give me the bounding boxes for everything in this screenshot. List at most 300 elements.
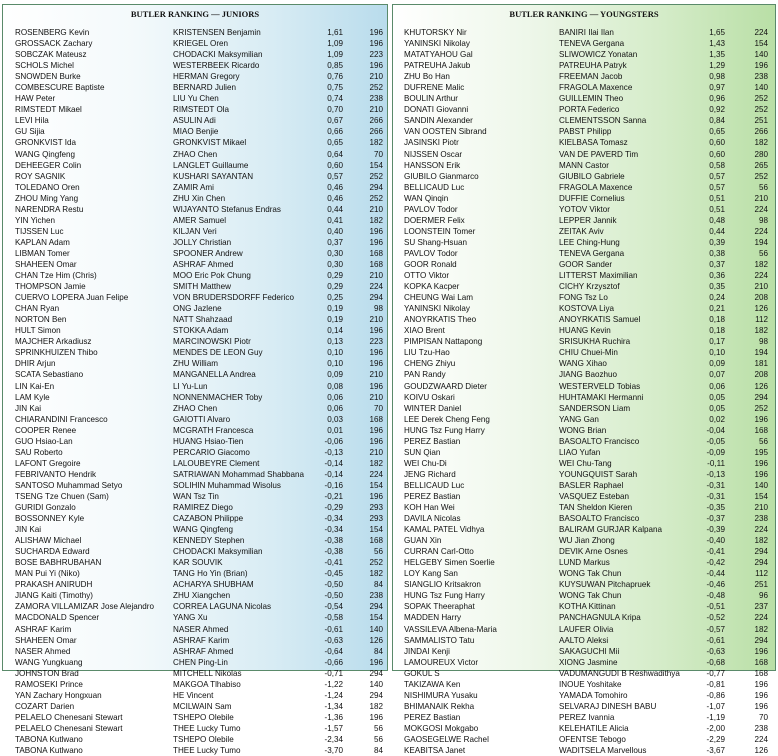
butler-score: 0,51 <box>709 204 725 214</box>
player-1-name: JIN Kai <box>15 403 42 413</box>
butler-score: -0,21 <box>324 491 343 501</box>
boards-played: 224 <box>754 735 768 744</box>
player-2-name: BASLER Raphael <box>559 480 624 490</box>
table-row <box>3 524 387 535</box>
butler-score: 0,75 <box>327 83 343 93</box>
player-1-name: WEI Chu-Di <box>404 458 447 468</box>
boards-played: 210 <box>754 282 768 292</box>
player-1-name: DONATI Giovanni <box>404 105 469 115</box>
table-row <box>393 557 775 568</box>
table-row <box>393 403 775 414</box>
butler-score: -0,31 <box>706 480 725 490</box>
player-1-name: PELAELO Chenesani Stewart <box>15 712 123 722</box>
boards-played: 196 <box>754 458 768 468</box>
boards-played: 182 <box>754 326 768 336</box>
player-2-name: VAN DE PAVERD Tim <box>559 149 639 159</box>
table-row <box>3 535 387 546</box>
player-2-name: SELVARAJ DINESH BABU <box>559 701 657 711</box>
player-1-name: DHIR Arjun <box>15 359 56 369</box>
player-1-name: KOH Han Wei <box>404 503 455 513</box>
butler-score: 0,25 <box>327 293 343 303</box>
butler-score: -0,44 <box>706 569 725 579</box>
player-2-name: YOUNGQUIST Sarah <box>559 469 638 479</box>
table-row <box>3 204 387 215</box>
player-1-name: SCHOLS Michel <box>15 61 74 71</box>
butler-score: 0,98 <box>709 72 725 82</box>
player-1-name: PELAELO Chenesani Stewart <box>15 723 123 733</box>
player-1-name: BHIMANAIK Rekha <box>404 701 475 711</box>
boards-played: 224 <box>369 282 383 292</box>
player-2-name: VON BRUDERSDORFF Federico <box>173 293 294 303</box>
player-1-name: GU Sijia <box>15 127 45 137</box>
boards-played: 196 <box>369 237 383 247</box>
boards-played: 140 <box>369 624 383 634</box>
player-2-name: TANG Ho Yin (Brian) <box>173 569 248 579</box>
player-1-name: SOPAK Theeraphat <box>404 602 475 612</box>
player-1-name: WINTER Daniel <box>404 403 462 413</box>
boards-played: 266 <box>369 127 383 137</box>
butler-score: 0,76 <box>327 72 343 82</box>
player-1-name: TIJSSEN Luc <box>15 226 64 236</box>
player-1-name: BOSSONNEY Kyle <box>15 514 85 524</box>
player-1-name: MACDONALD Spencer <box>15 613 100 623</box>
table-row <box>3 137 387 148</box>
player-2-name: MENDES DE LEON Guy <box>173 348 263 358</box>
boards-played: 196 <box>369 326 383 336</box>
boards-played: 294 <box>754 392 768 402</box>
player-2-name: WESTERVELD Tobias <box>559 381 641 391</box>
player-2-name: STOKKA Adam <box>173 326 229 336</box>
boards-played: 210 <box>369 72 383 82</box>
player-2-name: NASER Ahmed <box>173 624 229 634</box>
player-2-name: GOOR Sander <box>559 259 613 269</box>
player-1-name: COMBESCURE Baptiste <box>15 83 105 93</box>
boards-played: 84 <box>373 646 383 656</box>
player-2-name: THEE Lucky Tumo <box>173 746 241 756</box>
table-row <box>3 734 387 745</box>
player-1-name: LIU Tzu-Hao <box>404 348 450 358</box>
player-1-name: SHAHEEN Omar <box>15 635 77 645</box>
table-row <box>3 612 387 623</box>
player-2-name: ZHU William <box>173 359 218 369</box>
table-row <box>393 204 775 215</box>
boards-played: 56 <box>373 723 383 733</box>
player-2-name: ASHRAF Ahmed <box>173 646 234 656</box>
boards-played: 210 <box>369 315 383 325</box>
butler-score: 0,17 <box>709 337 725 347</box>
player-1-name: HULT Simon <box>15 326 61 336</box>
butler-score: 0,41 <box>327 215 343 225</box>
boards-played: 126 <box>754 746 768 756</box>
butler-score: 0,74 <box>327 94 343 104</box>
boards-played: 238 <box>754 72 768 82</box>
player-1-name: WANG Yungkuang <box>15 657 83 667</box>
butler-score: 0,10 <box>327 359 343 369</box>
table-row <box>3 601 387 612</box>
butler-score: -1,24 <box>324 690 343 700</box>
butler-score: -0,31 <box>706 491 725 501</box>
butler-score: 1,65 <box>709 28 725 37</box>
table-row <box>3 358 387 369</box>
player-2-name: ZHAO Chen <box>173 403 218 413</box>
player-2-name: AALTO Aleksi <box>559 635 609 645</box>
player-2-name: ZHAO Chen <box>173 149 218 159</box>
boards-played: 293 <box>369 503 383 513</box>
player-1-name: FEBRIVANTO Hendrik <box>15 469 97 479</box>
player-1-name: TABONA Kutlwano <box>15 746 83 756</box>
player-1-name: SUN Qian <box>404 447 441 457</box>
player-1-name: WAN Qinqin <box>404 193 449 203</box>
butler-score: -2,00 <box>706 723 725 733</box>
butler-score: -0,54 <box>324 602 343 612</box>
player-1-name: CHAN Tze Him (Chris) <box>15 271 97 281</box>
butler-score: -2,34 <box>324 735 343 744</box>
butler-score: 0,39 <box>709 237 725 247</box>
table-row <box>393 447 775 458</box>
boards-played: 98 <box>758 215 768 225</box>
table-row <box>3 745 387 756</box>
table-row <box>393 612 775 623</box>
butler-score: 1,09 <box>327 50 343 60</box>
boards-played: 154 <box>369 160 383 170</box>
butler-score: 1,43 <box>709 39 725 49</box>
table-row <box>393 524 775 535</box>
table-row <box>3 392 387 403</box>
boards-played: 182 <box>369 458 383 468</box>
player-1-name: LEVI Hila <box>15 116 49 126</box>
boards-played: 56 <box>373 735 383 744</box>
player-2-name: MAKGOA Tlhabiso <box>173 679 241 689</box>
table-row <box>393 38 775 49</box>
table-row <box>3 171 387 182</box>
player-2-name: MOO Eric Pok Chung <box>173 271 251 281</box>
player-2-name: DUFFIE Cornelius <box>559 193 625 203</box>
player-2-name: ZEITAK Aviv <box>559 226 604 236</box>
player-1-name: GUAN Xin <box>404 536 442 546</box>
butler-score: 0,60 <box>327 160 343 170</box>
player-1-name: VAN OOSTEN Sibrand <box>404 127 487 137</box>
player-1-name: ROY SAGNIK <box>15 171 66 181</box>
player-2-name: WU Jian Zhong <box>559 536 615 546</box>
player-1-name: RIMSTEDT Mikael <box>15 105 82 115</box>
butler-score: -0,63 <box>324 635 343 645</box>
boards-played: 195 <box>754 447 768 457</box>
table-row <box>393 480 775 491</box>
butler-score: 0,58 <box>709 160 725 170</box>
table-row <box>3 480 387 491</box>
player-2-name: GRONKVIST Mikael <box>173 138 247 148</box>
table-row <box>3 149 387 160</box>
player-1-name: COOPER Renee <box>15 425 77 435</box>
boards-played: 168 <box>754 668 768 678</box>
player-1-name: WANG Qingfeng <box>15 149 75 159</box>
player-2-name: CAZABON Philippe <box>173 514 244 524</box>
butler-score: -0,50 <box>324 591 343 601</box>
player-2-name: JOLLY Christian <box>173 237 232 247</box>
player-1-name: CUERVO LOPERA Juan Felipe <box>15 293 129 303</box>
player-1-name: SAU Roberto <box>15 447 63 457</box>
player-2-name: ASHRAF Karim <box>173 635 230 645</box>
boards-played: 196 <box>369 39 383 49</box>
butler-score: -0,34 <box>324 514 343 524</box>
table-row <box>3 668 387 679</box>
player-2-name: GIUBILO Gabriele <box>559 171 625 181</box>
boards-played: 210 <box>754 193 768 203</box>
butler-score: -0,51 <box>706 602 725 612</box>
juniors-ranking-table <box>3 27 387 756</box>
butler-score: -0,38 <box>324 536 343 546</box>
table-row <box>3 657 387 668</box>
player-2-name: WONG Brian <box>559 425 607 435</box>
butler-score: 0,67 <box>327 116 343 126</box>
player-2-name: MCILWAIN Sam <box>173 701 232 711</box>
butler-score: 0,02 <box>709 414 725 424</box>
player-2-name: TENEVA Gergana <box>559 39 625 49</box>
player-1-name: LEE Derek Cheng Feng <box>404 414 490 424</box>
player-2-name: SAKAGUCHI Mii <box>559 646 620 656</box>
table-row <box>3 314 387 325</box>
boards-played: 223 <box>369 50 383 60</box>
boards-played: 196 <box>369 359 383 369</box>
butler-score: 0,44 <box>709 226 725 236</box>
table-row <box>3 590 387 601</box>
butler-score: 0,36 <box>709 271 725 281</box>
butler-score: -1,36 <box>324 712 343 722</box>
butler-score: 0,18 <box>709 326 725 336</box>
butler-score: -1,22 <box>324 679 343 689</box>
butler-score: -0,61 <box>706 635 725 645</box>
table-row <box>393 579 775 590</box>
player-1-name: TOLEDANO Oren <box>15 182 80 192</box>
table-row <box>3 325 387 336</box>
butler-score: -0,40 <box>706 536 725 546</box>
player-1-name: SOBCZAK Mateusz <box>15 50 87 60</box>
butler-score: -0,50 <box>324 580 343 590</box>
boards-played: 238 <box>369 94 383 104</box>
table-row <box>393 502 775 513</box>
boards-played: 196 <box>754 679 768 689</box>
player-2-name: WIJAYANTO Stefanus Endras <box>173 204 281 214</box>
butler-score: 0,96 <box>709 94 725 104</box>
player-2-name: KRISTENSEN Benjamin <box>173 28 261 37</box>
butler-score: 0,07 <box>709 370 725 380</box>
player-1-name: COZART Darien <box>15 701 75 711</box>
boards-played: 237 <box>754 602 768 612</box>
table-row <box>3 624 387 635</box>
table-row <box>393 149 775 160</box>
table-row <box>3 546 387 557</box>
table-row <box>393 182 775 193</box>
player-1-name: YANINSKI Nikolay <box>404 39 470 49</box>
boards-played: 56 <box>758 182 768 192</box>
player-2-name: FRAGOLA Maxence <box>559 83 633 93</box>
table-row <box>393 392 775 403</box>
butler-score: -0,41 <box>706 547 725 557</box>
boards-played: 56 <box>373 547 383 557</box>
table-row <box>393 336 775 347</box>
player-2-name: SMITH Matthew <box>173 282 232 292</box>
butler-score: 0,35 <box>709 282 725 292</box>
player-1-name: PAVLOV Todor <box>404 204 458 214</box>
player-2-name: CHODACKI Maksymilian <box>173 547 263 557</box>
table-row <box>393 601 775 612</box>
table-row <box>3 182 387 193</box>
butler-score: 0,64 <box>327 149 343 159</box>
boards-played: 70 <box>373 403 383 413</box>
player-1-name: ZHOU Ming Yang <box>15 193 79 203</box>
boards-played: 294 <box>754 558 768 568</box>
player-1-name: PAN Randy <box>404 370 446 380</box>
player-2-name: SLIWOWICZ Yonatan <box>559 50 638 60</box>
boards-played: 294 <box>754 547 768 557</box>
boards-played: 238 <box>754 514 768 524</box>
butler-score: 0,37 <box>327 237 343 247</box>
player-1-name: GAOSEGELWE Rachel <box>404 735 489 744</box>
player-2-name: YAMADA Tomohiro <box>559 690 628 700</box>
butler-score: -0,14 <box>324 458 343 468</box>
player-1-name: NIJSSEN Oscar <box>404 149 463 159</box>
boards-played: 98 <box>758 337 768 347</box>
player-2-name: KELEHATILE Alicia <box>559 723 629 733</box>
boards-played: 96 <box>758 591 768 601</box>
boards-played: 224 <box>754 525 768 535</box>
boards-played: 194 <box>754 237 768 247</box>
player-2-name: MCGRATH Francesca <box>173 425 254 435</box>
boards-played: 140 <box>754 83 768 93</box>
boards-played: 196 <box>369 61 383 71</box>
table-row <box>3 635 387 646</box>
table-row <box>393 325 775 336</box>
table-row <box>3 38 387 49</box>
boards-played: 252 <box>369 83 383 93</box>
butler-score: -0,29 <box>324 503 343 513</box>
butler-score: 0,46 <box>327 193 343 203</box>
player-1-name: DUFRENE Malic <box>404 83 465 93</box>
table-row <box>393 624 775 635</box>
player-1-name: OTTO Viktor <box>404 271 450 281</box>
player-2-name: BANIRI Ilai Ilan <box>559 28 614 37</box>
butler-score: 0,92 <box>709 105 725 115</box>
player-2-name: PERCARIO Giacomo <box>173 447 250 457</box>
youngsters-ranking-panel <box>392 4 776 756</box>
boards-played: 168 <box>369 536 383 546</box>
table-row <box>393 314 775 325</box>
player-2-name: AMER Samuel <box>173 215 227 225</box>
butler-score: -3,70 <box>324 746 343 756</box>
player-1-name: LAM Kyle <box>15 392 50 402</box>
table-row <box>3 679 387 690</box>
player-2-name: RAMIREZ Diego <box>173 503 233 513</box>
butler-score: -0,42 <box>706 558 725 568</box>
boards-played: 154 <box>369 613 383 623</box>
player-2-name: NATT Shahzaad <box>173 315 233 325</box>
player-2-name: SANDERSON Liam <box>559 403 631 413</box>
boards-played: 252 <box>754 403 768 413</box>
boards-played: 140 <box>369 679 383 689</box>
butler-score: -0,68 <box>706 657 725 667</box>
player-1-name: KAMAL PATEL Vidhya <box>404 525 485 535</box>
table-row <box>3 193 387 204</box>
table-row <box>3 160 387 171</box>
table-row <box>3 425 387 436</box>
player-2-name: GUILLEMIN Theo <box>559 94 624 104</box>
boards-played: 196 <box>754 469 768 479</box>
boards-played: 182 <box>754 138 768 148</box>
table-row <box>393 734 775 745</box>
player-1-name: NASER Ahmed <box>15 646 71 656</box>
player-2-name: CICHY Krzysztof <box>559 282 620 292</box>
player-2-name: MIAO Benjie <box>173 127 219 137</box>
player-2-name: LANGLET Guillaume <box>173 160 249 170</box>
butler-score: 0,06 <box>709 381 725 391</box>
table-row <box>393 226 775 237</box>
player-1-name: GOUDZWAARD Dieter <box>404 381 487 391</box>
boards-played: 210 <box>754 503 768 513</box>
boards-played: 84 <box>373 746 383 756</box>
table-row <box>3 491 387 502</box>
player-2-name: TENEVA Gergana <box>559 248 625 258</box>
table-row <box>3 447 387 458</box>
table-row <box>393 646 775 657</box>
table-row <box>3 126 387 137</box>
player-2-name: LAUFER Olivia <box>559 624 614 634</box>
player-2-name: ZHU Xin Chen <box>173 193 226 203</box>
player-2-name: KUSHARI SAYANTAN <box>173 171 254 181</box>
player-1-name: SANDIN Alexander <box>404 116 473 126</box>
boards-played: 210 <box>369 204 383 214</box>
player-2-name: SATRIAWAN Mohammad Shabbana <box>173 469 305 479</box>
butler-score: 1,35 <box>709 50 725 60</box>
boards-played: 196 <box>369 436 383 446</box>
player-1-name: KOPKA Kacper <box>404 282 460 292</box>
butler-score: 0,38 <box>709 248 725 258</box>
table-row <box>3 712 387 723</box>
butler-score: 0,48 <box>709 215 725 225</box>
table-row <box>393 425 775 436</box>
player-2-name: FONG Tsz Lo <box>559 293 608 303</box>
table-row <box>3 690 387 701</box>
player-1-name: PIMPISAN Nattapong <box>404 337 483 347</box>
butler-score: -0,48 <box>706 591 725 601</box>
table-row <box>393 535 775 546</box>
boards-played: 194 <box>754 348 768 358</box>
boards-played: 196 <box>369 28 383 37</box>
boards-played: 56 <box>758 248 768 258</box>
boards-played: 224 <box>369 469 383 479</box>
player-2-name: WAN Tsz Tin <box>173 491 219 501</box>
player-2-name: LIU Yu Chen <box>173 94 219 104</box>
player-1-name: KOIVU Oskari <box>404 392 455 402</box>
table-row <box>393 160 775 171</box>
butler-score: 0,37 <box>709 259 725 269</box>
boards-played: 208 <box>754 370 768 380</box>
player-2-name: PABST Philipp <box>559 127 612 137</box>
player-1-name: CHENG Zhiyu <box>404 359 456 369</box>
table-row <box>393 49 775 60</box>
player-2-name: CLEMENTSSON Sanna <box>559 116 647 126</box>
table-row <box>3 93 387 104</box>
player-2-name: FRAGOLA Maxence <box>559 182 633 192</box>
table-row <box>393 259 775 270</box>
table-row <box>3 557 387 568</box>
butler-score: -0,58 <box>324 613 343 623</box>
player-1-name: ZHU Bo Han <box>404 72 450 82</box>
player-1-name: PEREZ Bastian <box>404 436 461 446</box>
butler-score: 0,10 <box>327 348 343 358</box>
butler-score: 0,19 <box>327 315 343 325</box>
boards-played: 210 <box>369 370 383 380</box>
table-row <box>3 71 387 82</box>
